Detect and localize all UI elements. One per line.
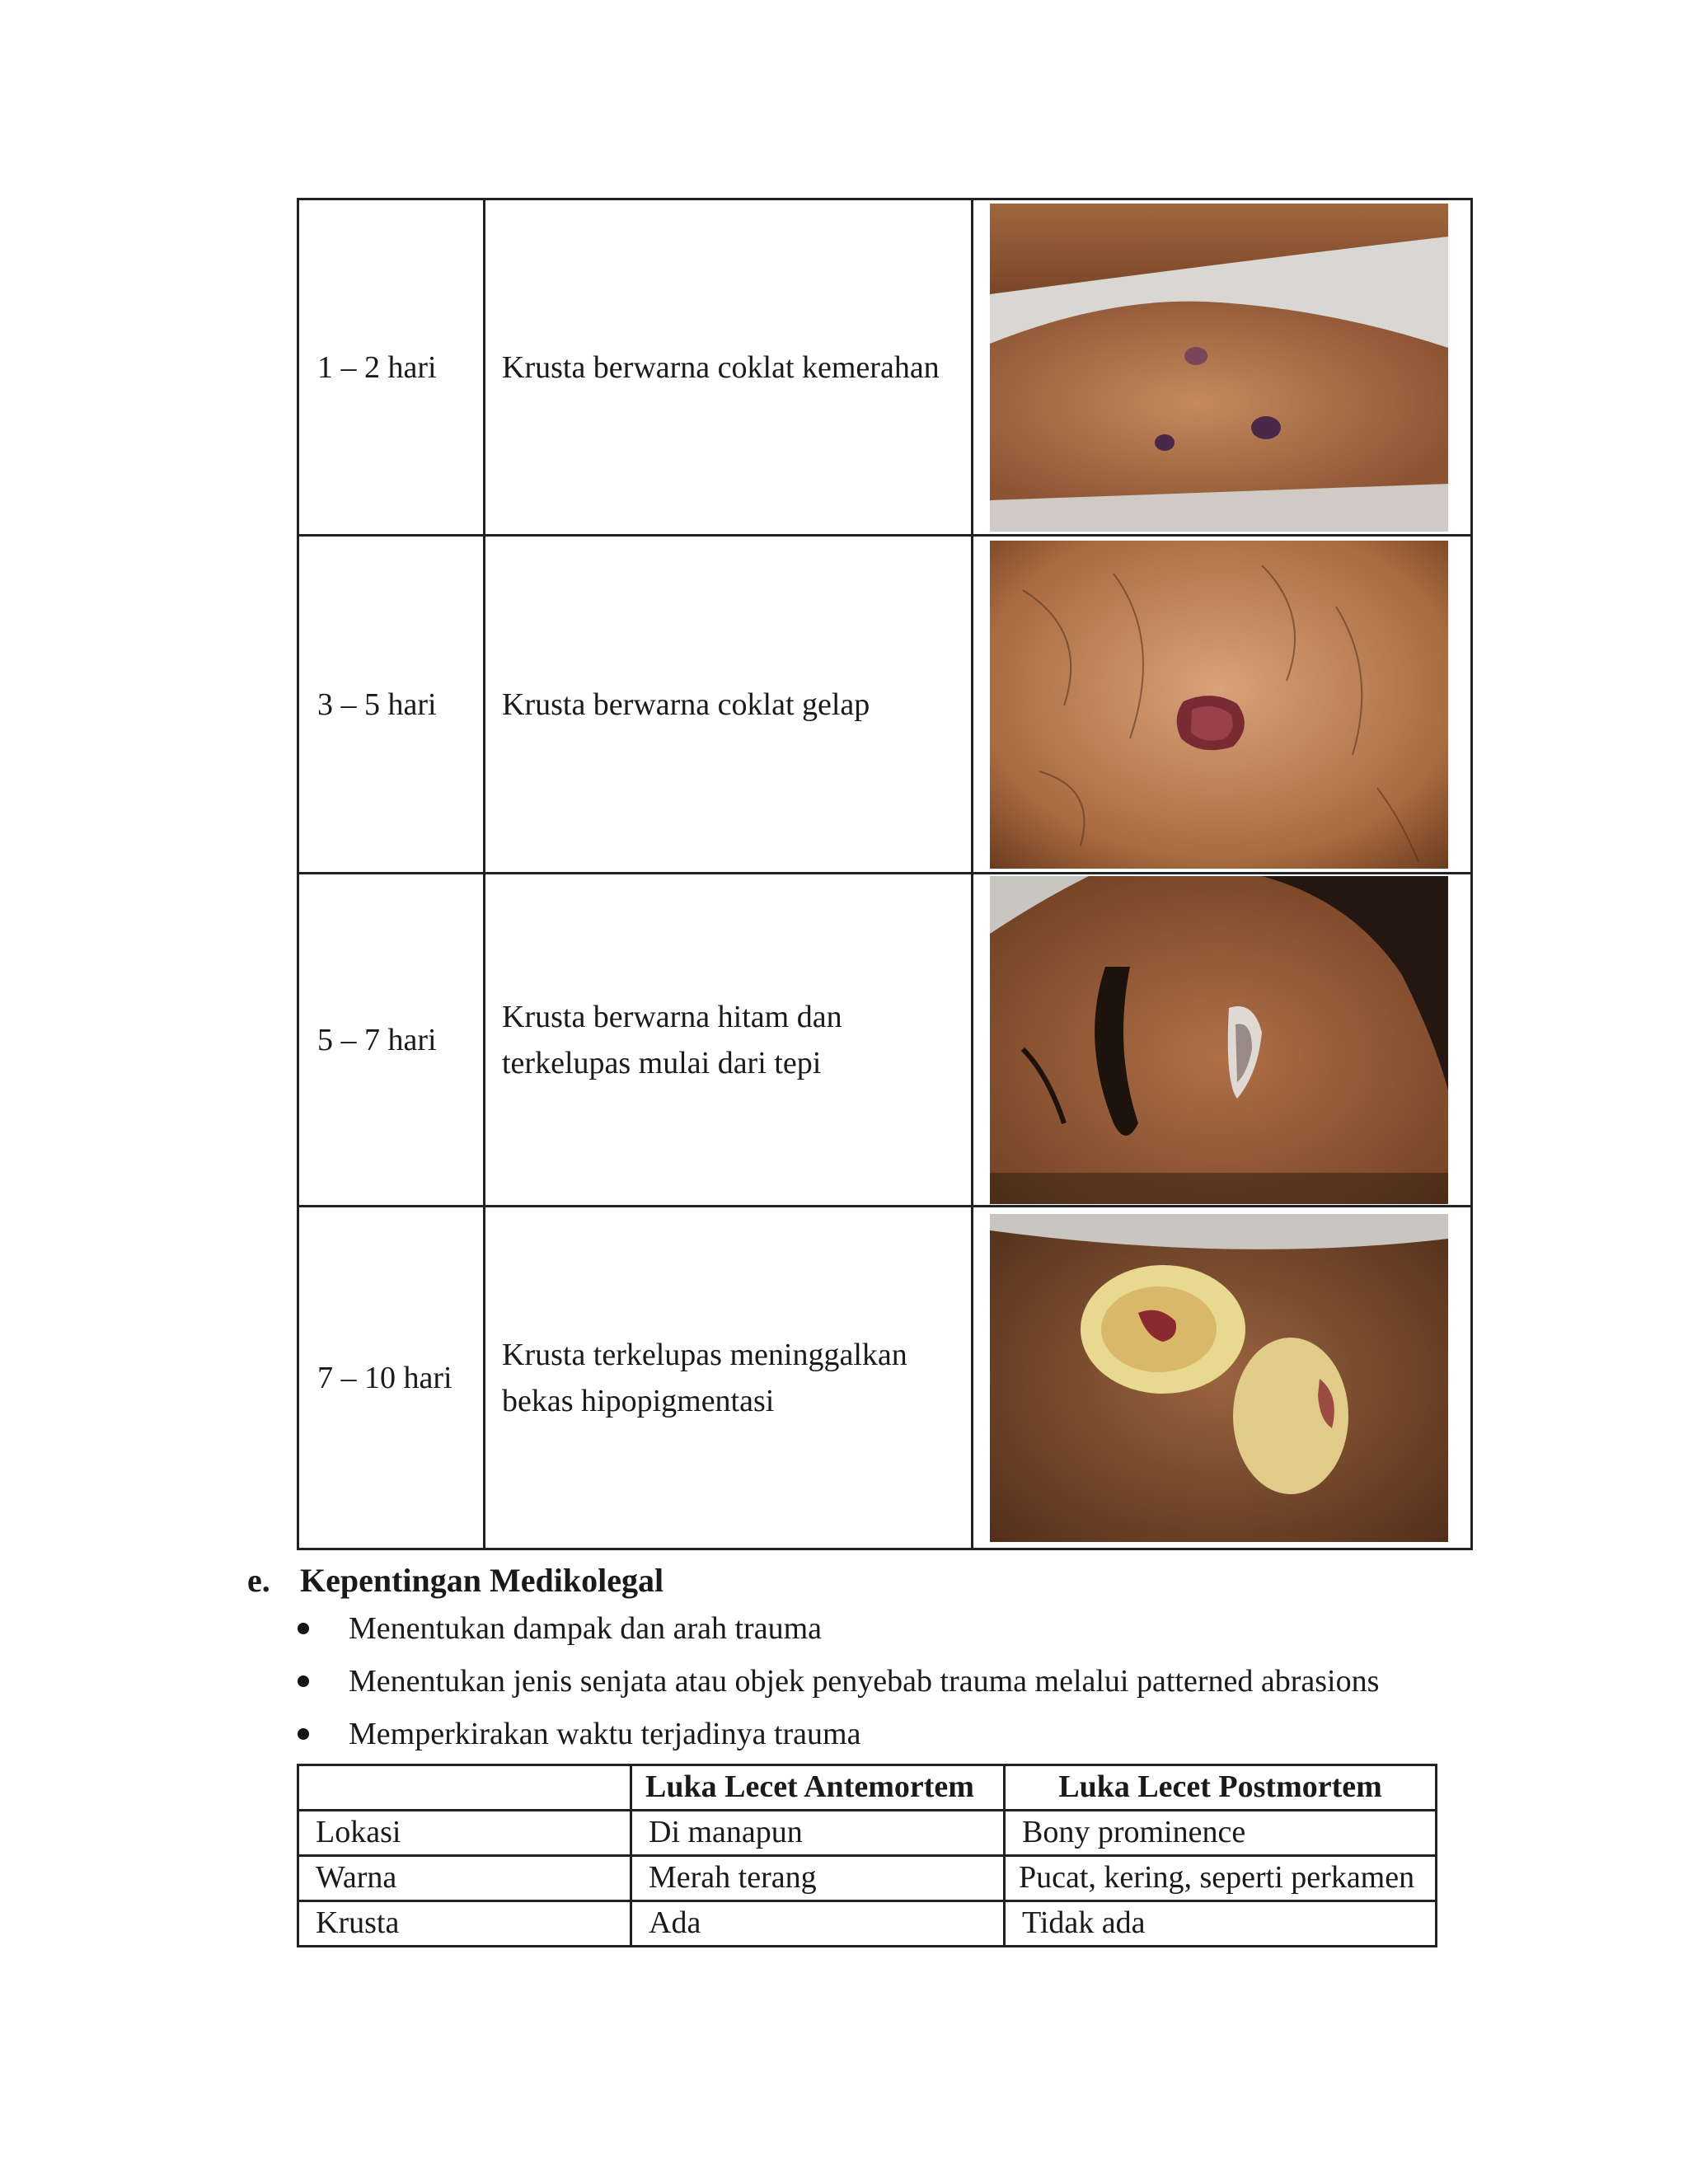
table-cell: Di manapun bbox=[631, 1811, 1005, 1856]
table-row bbox=[298, 1811, 1437, 1856]
list-item-text: Memperkirakan waktu terjadinya trauma bbox=[349, 1717, 861, 1751]
description-line: terkelupas mulai dari tepi bbox=[502, 1045, 822, 1080]
table-row bbox=[298, 199, 1472, 536]
table-row bbox=[298, 536, 1472, 874]
stage-time: 3 – 5 hari bbox=[298, 536, 485, 874]
table-cell: Warna bbox=[298, 1856, 631, 1901]
stage-description: Krusta berwarna coklat kemerahan bbox=[485, 199, 973, 536]
section-heading bbox=[247, 1558, 663, 1604]
table-cell: Krusta bbox=[298, 1901, 631, 1947]
list-item-text: Menentukan dampak dan arah trauma bbox=[349, 1611, 822, 1646]
stage-time: 5 – 7 hari bbox=[298, 874, 485, 1207]
table-cell: Tidak ada bbox=[1005, 1901, 1437, 1947]
table-row bbox=[298, 1901, 1437, 1947]
comparison-table bbox=[297, 1764, 1437, 1947]
stage-description: Krusta berwarna coklat gelap bbox=[485, 536, 973, 874]
description-line: Krusta berwarna hitam dan bbox=[502, 999, 842, 1034]
table-header-row bbox=[298, 1765, 1437, 1811]
section-marker: e. bbox=[247, 1562, 270, 1599]
stage-description bbox=[485, 874, 973, 1207]
table-cell: Ada bbox=[631, 1901, 1005, 1947]
bullet-icon bbox=[293, 1711, 349, 1764]
list-item-text: Menentukan jenis senjata atau objek penyebab trauma melalui patterned abrasions bbox=[349, 1664, 1380, 1699]
skin-crust-photo bbox=[990, 541, 1448, 869]
stage-time: 7 – 10 hari bbox=[298, 1207, 485, 1549]
column-header bbox=[298, 1765, 631, 1811]
column-header: Luka Lecet Antemortem bbox=[631, 1765, 1005, 1811]
column-header: Luka Lecet Postmortem bbox=[1005, 1765, 1437, 1811]
list-item bbox=[293, 1658, 1379, 1711]
wound-age-table bbox=[297, 198, 1473, 1550]
table-row bbox=[298, 1207, 1472, 1549]
table-cell: Bony prominence bbox=[1005, 1811, 1437, 1856]
section-title: Kepentingan Medikolegal bbox=[300, 1562, 664, 1599]
bullet-list bbox=[293, 1605, 1379, 1764]
list-item bbox=[293, 1711, 1379, 1764]
stage-description bbox=[485, 1207, 973, 1549]
description-line: Krusta terkelupas meninggalkan bbox=[502, 1337, 907, 1372]
description-line: bekas hipopigmentasi bbox=[502, 1383, 775, 1418]
hypopigmentation-photo bbox=[990, 1214, 1448, 1542]
table-cell: Pucat, kering, seperti perkamen bbox=[1005, 1856, 1437, 1901]
table-row bbox=[298, 874, 1472, 1207]
table-row bbox=[298, 1856, 1437, 1901]
table-cell: Lokasi bbox=[298, 1811, 631, 1856]
table-cell: Merah terang bbox=[631, 1856, 1005, 1901]
stage-time: 1 – 2 hari bbox=[298, 199, 485, 536]
leg-abrasion-photo bbox=[990, 204, 1448, 532]
bullet-icon bbox=[293, 1658, 349, 1711]
list-item bbox=[293, 1605, 1379, 1658]
forehead-abrasion-photo bbox=[990, 876, 1448, 1204]
bullet-icon bbox=[293, 1605, 349, 1658]
